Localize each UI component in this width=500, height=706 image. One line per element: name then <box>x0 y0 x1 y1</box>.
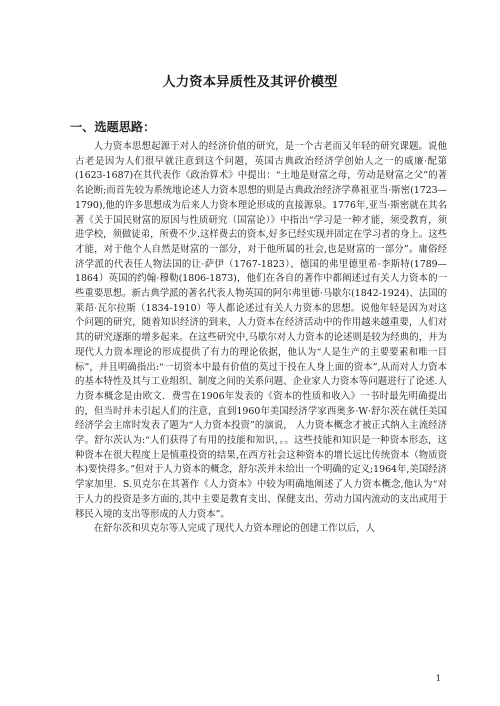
paragraph: 人力资本思想起源于对人的经济价值的研究，是一个古老而又年轻的研究课题。说他古老是因为人们很早就注意到这个问题，英国古典政治经济学创始人之一的威廉·配第(1623-1687)在其代表作《政治算术》中提出：“土地是财富之母，劳动是财富之父”的著名论断;而首先较为系统地论述人力资本思想的则是古典政治经济学鼻祖亚当·斯密(1723—1790),他的许多思想成为后来人力资本理论形成的直接源泉。1776年,亚当·斯密就在其名著《关于国民财富的原因与性质研究（国富论）》中指出“学习是一种才能，须受教育，须进学校，须做徒弟，所费不少.这样费去的资本,好多已经实现并固定在学习者的身上。这些才能，对于他个人自然是财富的一部分，对于他所属的社会,也是财富的一部分”。庸俗经济学派的代表任人物法国的让·萨伊（1767-1823）、德国的弗里德里希·李斯特(1789—1864）英国的约翰·穆勒(1806-1873)，他们在各自的著作中都阐述过有关人力资本的一些重要思想。新古典学派的著名代表人物英国的阿尔弗里德·马歇尔(1842-1924)、法国的莱昂·瓦尔拉斯（1834-1910）等人都论述过有关人力资本的思想。说他年轻是因为对这个问题的研究，随着知识经济的到来，人力资本在经济活动中的作用越来越重要，人们对其的研究逐渐的增多起来。在这些研究中,马歇尔对人力资本的论述则是较为经典的，并为现代人力资本理论的形成提供了有力的理论依据，他认为“人是生产的主要要素和唯一目标”，并且明确指出:“一切资本中最有价值的莫过于投在人身上面的资本”,从而对人力资本的基本特性及其与工业组织、制度之间的关系问题、企业家人力资本等问题进行了论述.人力资本概念是由欧文．费雪在1906年发表的《资本的性质和收入》一书时最先明确提出的，但当时并未引起人们的注意，直到1960年美国经济学家西奥多·W·舒尔茨在就任美国经济学会主席时发表了题为“人力资本投资”的演说， 人力资本概念才被正式纳入主流经济学。舒尔茨认为:“人们获得了有用的技能和知识，。。这些技能和知识是一种资本形态，这种资本在很大程度上是慎重投资的结果,在西方社会这种资本的增长远比传统资本（物质资本)要快得多。”但对于人力资本的概念，舒尔茨并未给出一个明确的定义;1964年,美国经济学家加里．S.贝克尔在其著作《人力资本》中较为明确地阐述了人力资本概念,他认为“对于人力的投资是多方面的,其中主要是教育支出、保健支出、劳动力国内流动的支出或用于移民入境的支出等形成的人力资本”。 <box>75 141 447 520</box>
document-title: 人力资本异质性及其评价模型 <box>162 75 338 90</box>
body-text <box>75 140 447 537</box>
paragraph: 在舒尔茨和贝克尔等人完成了现代人力资本理论的创建工作以后，人 <box>93 523 376 535</box>
section-heading: 一、选题思路： <box>70 120 156 134</box>
page-number: 1 <box>435 674 441 684</box>
